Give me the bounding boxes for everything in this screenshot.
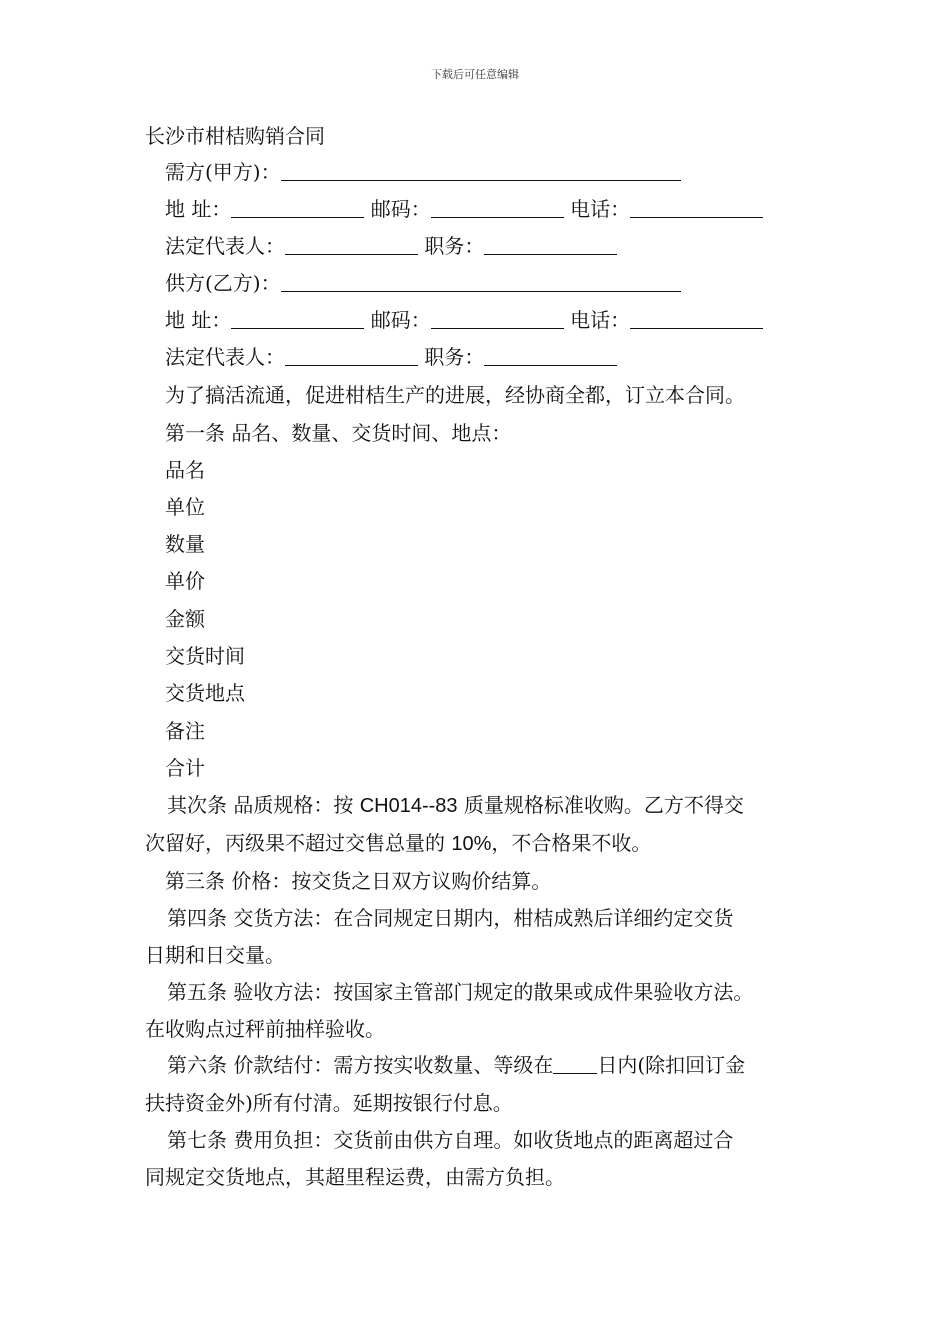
seller-rep-line [165, 344, 617, 370]
seller-line [165, 270, 681, 296]
payment-days-blank[interactable] [553, 1055, 597, 1074]
buyer-zip-label: 邮码： [370, 197, 431, 221]
seller-position-label: 职务： [424, 345, 485, 369]
article-6-line-1 [167, 1052, 745, 1078]
article-2-text-c: 次留好，丙级果不超过交售总量的 [145, 831, 452, 855]
item-unit: 单位 [165, 495, 205, 519]
item-delivery-place: 交货地点 [165, 681, 245, 705]
seller-name-blank[interactable] [281, 273, 681, 292]
seller-label: 供方(乙方)： [165, 271, 281, 295]
buyer-address-label: 地 址： [165, 197, 232, 221]
seller-phone-label: 电话： [570, 308, 631, 332]
article-1-heading: 第一条 品名、数量、交货时间、地点： [165, 421, 512, 445]
buyer-address-blank[interactable] [231, 199, 364, 218]
buyer-phone-label: 电话： [570, 197, 631, 221]
seller-zip-blank[interactable] [431, 310, 564, 329]
seller-rep-label: 法定代表人： [165, 345, 285, 369]
article-2-standard-code: CH014--83 [359, 795, 458, 817]
article-2-text-b: 质量规格标准收购。乙方不得交 [457, 793, 744, 817]
intro-paragraph: 为了搞活流通，促进柑桔生产的进展，经协商全都，订立本合同。 [165, 383, 745, 407]
article-7-line-1: 第七条 费用负担：交货前由供方自理。如收货地点的距离超过合 [167, 1128, 734, 1152]
article-5-line-1: 第五条 验收方法：按国家主管部门规定的散果或成件果验收方法。 [167, 980, 754, 1004]
article-6-text-b: 日内(除扣回订金 [597, 1053, 746, 1077]
buyer-rep-line [165, 233, 617, 259]
article-2-text-a: 其次条 品质规格：按 [167, 793, 360, 817]
document-title: 长沙市柑桔购销合同 [145, 124, 325, 148]
seller-position-blank[interactable] [484, 347, 617, 366]
article-6-line-2: 扶持资金外)所有付清。延期按银行付息。 [145, 1091, 513, 1115]
seller-contact-line [165, 307, 763, 333]
item-unit-price: 单价 [165, 569, 205, 593]
article-2-line-2 [145, 830, 651, 857]
article-2-percentage: 10% [451, 833, 492, 855]
item-product-name: 品名 [165, 458, 205, 482]
seller-address-label: 地 址： [165, 308, 232, 332]
buyer-zip-blank[interactable] [431, 199, 564, 218]
item-amount: 金额 [165, 607, 205, 631]
buyer-name-blank[interactable] [281, 162, 681, 181]
seller-zip-label: 邮码： [370, 308, 431, 332]
article-2-line-1 [167, 792, 744, 819]
buyer-rep-blank[interactable] [285, 236, 418, 255]
item-remarks: 备注 [165, 719, 205, 743]
article-2-text-d: ，不合格果不收。 [491, 831, 652, 855]
buyer-contact-line [165, 196, 763, 222]
article-5-line-2: 在收购点过秤前抽样验收。 [145, 1017, 385, 1041]
item-quantity: 数量 [165, 532, 205, 556]
buyer-position-blank[interactable] [484, 236, 617, 255]
buyer-label: 需方(甲方)： [165, 160, 281, 184]
article-7-line-2: 同规定交货地点，其超里程运费，由需方负担。 [145, 1165, 565, 1189]
buyer-rep-label: 法定代表人： [165, 234, 285, 258]
item-delivery-time: 交货时间 [165, 644, 245, 668]
buyer-phone-blank[interactable] [630, 199, 763, 218]
article-6-text-a: 第六条 价款结付：需方按实收数量、等级在 [167, 1053, 554, 1077]
seller-address-blank[interactable] [231, 310, 364, 329]
page-header: 下载后可任意编辑 [431, 68, 519, 81]
seller-phone-blank[interactable] [630, 310, 763, 329]
buyer-line [165, 159, 681, 185]
seller-rep-blank[interactable] [285, 347, 418, 366]
article-4-line-1: 第四条 交货方法：在合同规定日期内，柑桔成熟后详细约定交货 [167, 906, 734, 930]
article-4-line-2: 日期和日交量。 [145, 943, 285, 967]
article-3: 第三条 价格：按交货之日双方议购价结算。 [165, 869, 552, 893]
item-total: 合计 [165, 756, 205, 780]
buyer-position-label: 职务： [424, 234, 485, 258]
